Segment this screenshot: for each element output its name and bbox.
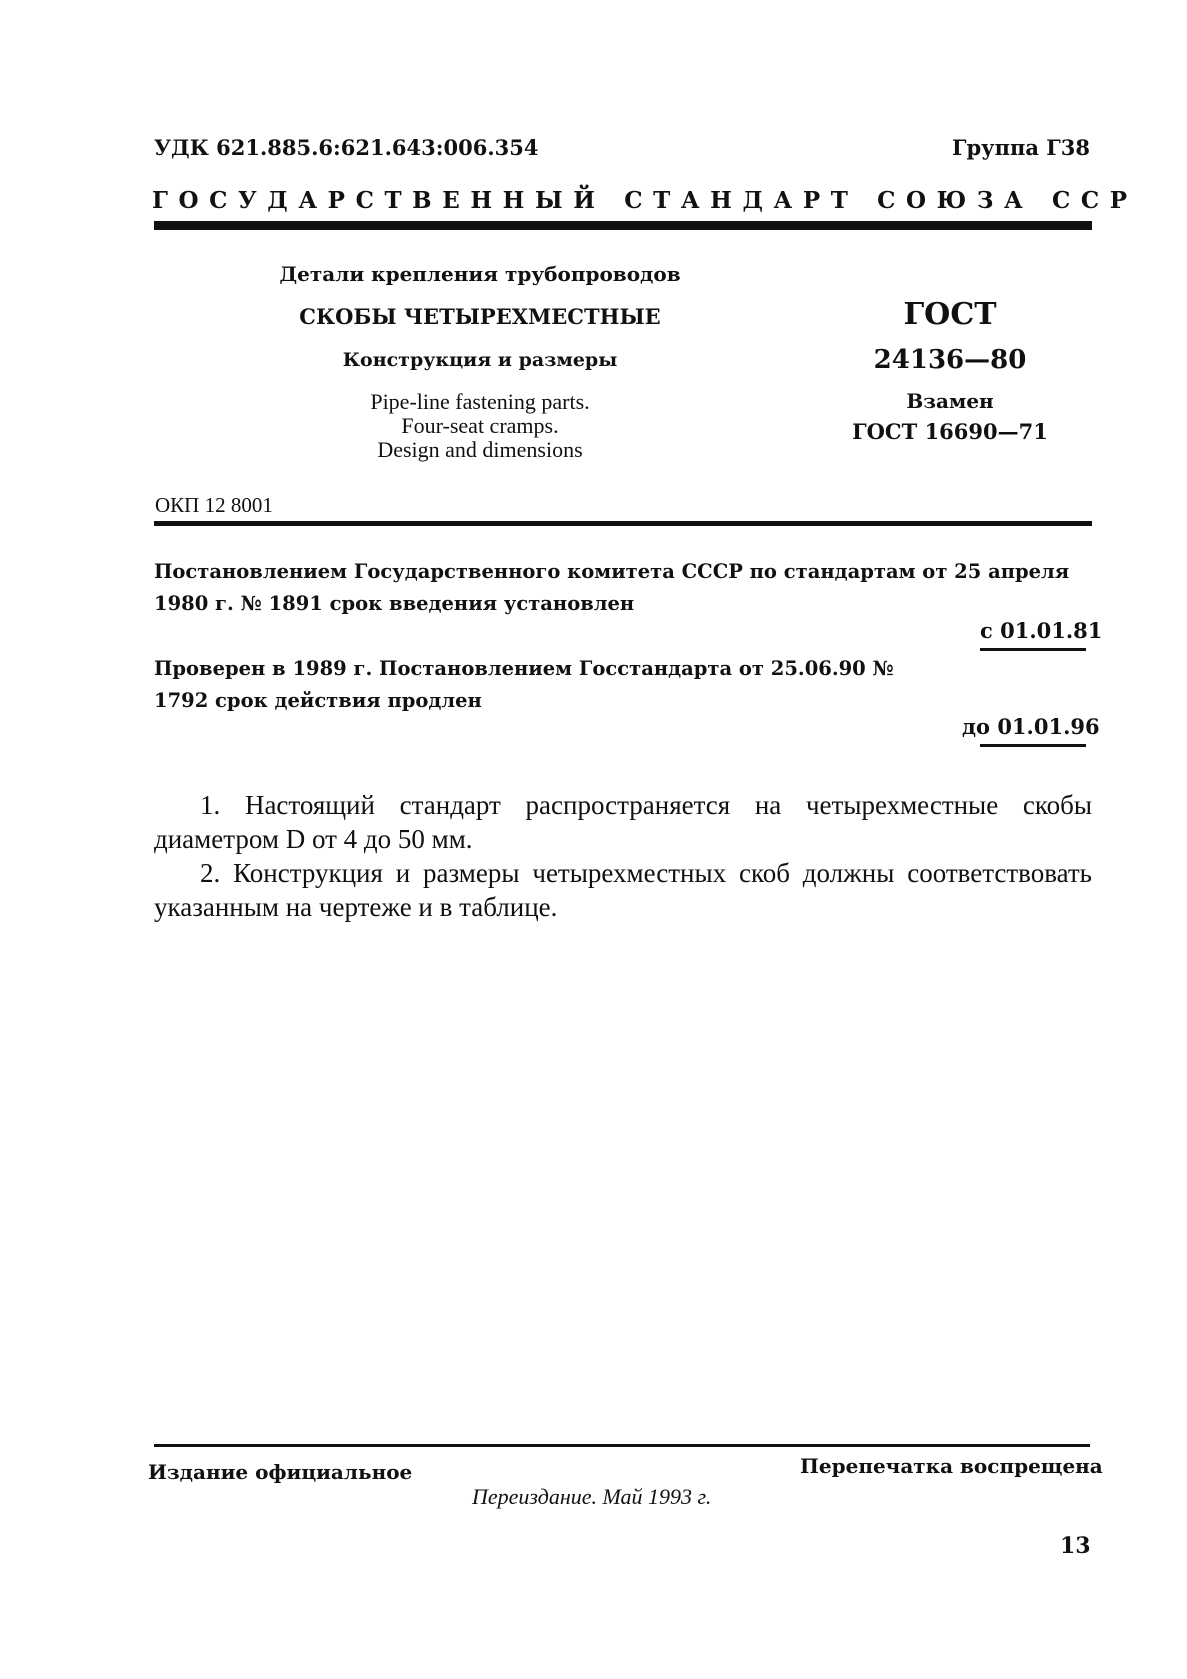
extended-date: до 01.01.96 [962, 714, 1100, 739]
reissue-note: Переиздание. Май 1993 г. [472, 1484, 712, 1509]
replaced-standard: ГОСТ 16690—71 [852, 419, 1048, 444]
gost-number: 24136—80 [873, 345, 1027, 375]
english-title [250, 390, 710, 462]
reprint-prohibited-label: Перепечатка воспрещена [800, 1454, 1103, 1478]
effective-date-underline [980, 648, 1086, 651]
okp-rule [154, 521, 1092, 526]
english-title-line-1: Pipe-line fastening parts. [370, 389, 590, 414]
extended-date-underline [980, 744, 1086, 747]
udk-code: УДК 621.885.6:621.643:006.354 [154, 135, 539, 160]
decree-text: Постановлением Государственного комитета СССР по стандартам от 25 апреля 1980 г. № 1891 срок введения установлен [154, 560, 1070, 615]
header-rule [154, 221, 1092, 230]
official-edition-label: Издание официальное [148, 1460, 413, 1484]
effective-date: с 01.01.81 [980, 618, 1103, 643]
checked-text: Проверен в 1989 г. Постановлением Госстандарта от 25.06.90 № 1792 срок действия продлен [154, 657, 894, 712]
document-subject: Детали крепления трубопроводов [279, 262, 681, 286]
okp-code: ОКП 12 8001 [155, 493, 273, 517]
footer-rule [154, 1444, 1090, 1447]
body-section [154, 788, 1092, 924]
english-title-line-2: Four-seat cramps. [401, 413, 559, 438]
group-code: Группа Г38 [952, 135, 1091, 160]
body-paragraph-1: 1. Настоящий стандарт распространяется на четырехместные скобы диаметром D от 4 до 50 мм. [154, 790, 1092, 854]
body-paragraph-2: 2. Конструкция и размеры четырехместных скоб должны соответствовать указанным на чертеже и в таблице. [154, 858, 1092, 922]
gost-label: ГОСТ [903, 297, 997, 332]
state-standard-heading: ГОСУДАРСТВЕННЫЙ СТАНДАРТ СОЮЗА ССР [152, 187, 1138, 214]
replaces-label: Взамен [906, 389, 994, 413]
english-title-line-3: Design and dimensions [377, 437, 583, 462]
document-subtitle: Конструкция и размеры [342, 349, 618, 371]
page-number: 13 [1060, 1533, 1091, 1559]
document-title: СКОБЫ ЧЕТЫРЕХМЕСТНЫЕ [299, 304, 661, 329]
